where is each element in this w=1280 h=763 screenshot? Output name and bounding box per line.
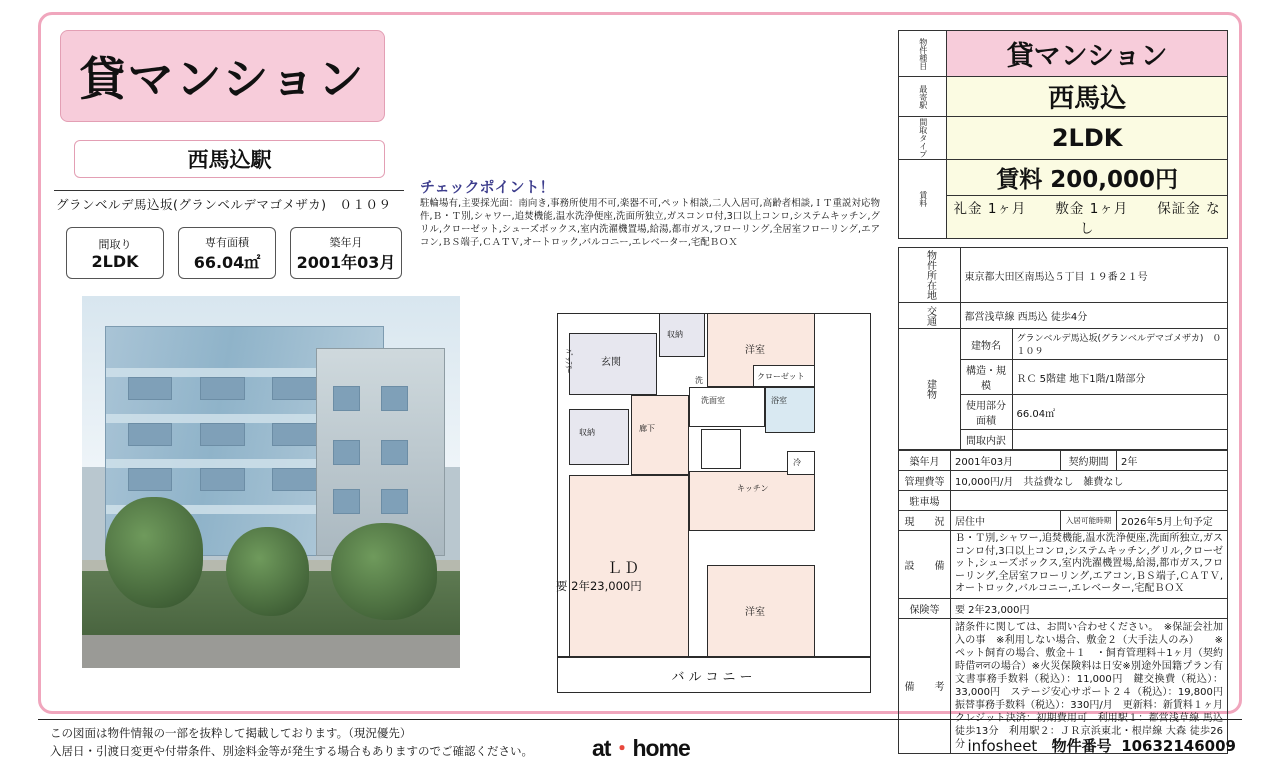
room-label-corridor: 廊下 [639, 424, 655, 433]
spec-layout-value: 2LDK [91, 251, 139, 271]
athome-dot: ・ [610, 735, 633, 761]
room-balcony [557, 657, 871, 693]
detail-row-parking [899, 491, 1228, 511]
spec-built-value: 2001年03月 [296, 252, 396, 272]
detail-table [898, 247, 1228, 450]
station-box [74, 140, 385, 178]
athome-brand2: home [632, 735, 690, 761]
detail-row-fee [899, 471, 1228, 491]
room-label-kitchen: キッチン [737, 484, 769, 493]
detail-value-contract: 2年 [1117, 451, 1228, 471]
table-row-layout [899, 117, 1228, 160]
property-number-label: 物件番号 [1051, 737, 1112, 755]
detail-label-layout-detail: 間取内訳 [960, 430, 1012, 450]
athome-brand: at [592, 735, 611, 761]
property-photo [82, 296, 460, 668]
detail-row-year [899, 451, 1228, 471]
detail-label-area: 使用部分面積 [960, 395, 1012, 430]
detail-row-remarks [899, 618, 1228, 753]
detail-value-address: 東京都大田区南馬込５丁目 １９番２１号 [960, 248, 1228, 303]
detail-label-remarks: 備 考 [899, 618, 951, 753]
row-value-type: 貸マンション [947, 31, 1228, 77]
detail-value-movein: 2026年5月上旬予定 [1117, 511, 1228, 531]
athome-logo [592, 730, 690, 763]
room-label-fridge: 冷 [793, 458, 801, 467]
floor-plan [548, 302, 880, 694]
table-row-type [899, 31, 1228, 77]
room-toilet [701, 429, 741, 469]
footer-infosheet [968, 735, 1236, 756]
detail-label-insurance: 保険等 [899, 598, 951, 618]
detail-row-access [899, 303, 1228, 329]
photo-road [82, 635, 460, 668]
detail-row-status [899, 511, 1228, 531]
detail-value-structure: ＲＣ 5階建 地下1階/1階部分 [1012, 360, 1228, 395]
spec-built-label: 築年月 [329, 235, 363, 249]
insurance-note: 要 2年23,000円 [556, 579, 642, 593]
detail-value-bname: グランベルデ馬込坂(グランベルデマゴメザカ) ０１０９ [1012, 329, 1228, 360]
row-value-layout: 2LDK [947, 117, 1228, 160]
row-label-type: 物件種目 [899, 31, 947, 77]
station-label: 西馬込駅 [187, 148, 272, 172]
summary-table [898, 30, 1228, 239]
detail-value-remarks: 諸条件に関しては、お問い合わせください。 ※保証会社加入の事 ※利用しない場合、敷金２（大手法人のみ） ※ペット飼育の場合、敷金＋１ ・飼育管理料＋1ヶ月（契約時借ললの場合）※火災保険料は日安※別途外国籍プラン有 文書事務手数料（税込）：11,000円 鍵交換費（税込）：33,000円 ステージ安心サポート２４（税込）：19,800円 振替事務手数料（税込）：330円/月 更新料：新賃料１ヶ月 クレジット決済：初期費用可 利用駅１：都営浅草線 馬込 徒歩13分 利用駅２：ＪＲ京浜東北・根岸線 大森 徒歩26分 [951, 618, 1228, 753]
detail-label-address: 物件所在地 [899, 248, 961, 303]
detail-label-fee: 管理費等 [899, 471, 951, 491]
spec-layout [66, 227, 164, 279]
room-label-storage-top: 収納 [667, 330, 683, 339]
detail-label-structure: 構造・規模 [960, 360, 1012, 395]
contract-table [898, 450, 1233, 754]
detail-value-layout-detail [1012, 430, 1228, 450]
room-fridge [787, 451, 815, 475]
detail-value-insurance: 要 2年23,000円 [951, 598, 1228, 618]
room-bath [765, 387, 815, 433]
detail-value-equipment: Ｂ・Ｔ別,シャワー,追焚機能,温水洗浄便座,洗面所独立,ガスコンロ付,3口以上コンロ,システムキッチン,グリル,クローゼット,シューズボックス,室内洗濯機置場,給湯,都市ガス,フローリング,全居室フローリング,エアコン,ＢＳ端子,ＣＡＴＶ,オートロック,バルコニー,エレベーター,宅配ＢＯＸ [951, 531, 1228, 599]
row-value-station: 西馬込 [947, 77, 1228, 117]
spec-row [66, 227, 402, 279]
spec-area-label: 専有面積 [205, 235, 249, 249]
room-label-closet: クローゼット [757, 372, 805, 381]
footer-note-line1: この図面は物件情報の一部を抜粋して掲載しております。（現況優先） [50, 726, 412, 740]
table-row-conditions [899, 196, 1228, 239]
photo-tree-right [331, 523, 437, 620]
spec-area [178, 227, 276, 279]
row-label-layout: 間取タイプ [899, 117, 947, 160]
detail-value-year: 2001年03月 [951, 451, 1061, 471]
room-kitchen [689, 471, 815, 531]
detail-label-bname: 建物名 [960, 329, 1012, 360]
detail-label-status: 現 況 [899, 511, 951, 531]
detail-value-area: 66.04㎡ [1012, 395, 1228, 430]
property-type-title [60, 30, 385, 122]
detail-label-year: 築年月 [899, 451, 951, 471]
row-label-station: 最寄駅 [899, 77, 947, 117]
room-label-ld: ＬＤ [607, 559, 642, 577]
detail-row-address [899, 248, 1228, 303]
room-label-bedroom-bottom: 洋室 [745, 607, 765, 618]
building-name: グランベルデ馬込坂(グランベルデマゴメザカ) ０１０９ [56, 197, 392, 212]
detail-label-parking: 駐車場 [899, 491, 951, 511]
room-label-washroom: 洗面室 [701, 396, 725, 405]
room-label-balcony: バルコニー [671, 669, 757, 685]
photo-tree-mid [226, 527, 309, 616]
room-label-sen: 洗 [695, 376, 703, 385]
room-label-storage-left: 収納 [579, 428, 595, 437]
checkpoint-body: 駐輪場有,主要採光面：南向き,事務所使用不可,楽器不可,ペット相談,二人入居可,高齢者相談,ＩＴ重説対応物件,Ｂ・Ｔ別,シャワー,追焚機能,温水洗浄便座,洗面所独立,ガスコンロ付,3口以上コンロ,システムキッチン,グリル,クローゼット,シューズボックス,室内洗濯機置場,給湯,都市ガス,フローリング,全居室フローリング,エアコン,ＢＳ端子,ＣＡＴＶ,オートロック,バルコニー,エレベーター,宅配ＢＯＸ [420, 198, 880, 248]
detail-label-access: 交通 [899, 303, 961, 329]
table-row-station [899, 77, 1228, 117]
detail-label-equipment: 設 備 [899, 531, 951, 599]
footer-note-line2: 入居日・引渡日変更や付帯条件、別途料金等が発生する場合もありますのでご確認ください。 [50, 743, 533, 758]
detail-label-building: 建物 [899, 329, 961, 450]
row-value-conditions: 礼金 1ヶ月 敷金 1ヶ月 保証金 なし [947, 196, 1228, 239]
table-row-rent [899, 160, 1228, 196]
detail-value-status: 居住中 [951, 511, 1061, 531]
spec-layout-label: 間取り [98, 237, 132, 251]
detail-row-insurance [899, 598, 1228, 618]
room-storage-left [569, 409, 629, 465]
room-label-bedroom-top: 洋室 [745, 345, 765, 356]
row-label-rent: 賃料 [899, 160, 947, 239]
footer-note [50, 725, 533, 761]
room-label-entrance: 玄関 [601, 357, 621, 368]
property-number-value: 10632146009 [1121, 737, 1236, 755]
footer-divider [38, 719, 1242, 720]
spec-built [290, 227, 402, 279]
detail-value-fee: 10,000円/月 共益費なし 雑費なし [951, 471, 1228, 491]
divider [54, 190, 404, 191]
checkpoint-title: チェックポイント！ [420, 178, 555, 196]
detail-value-parking [951, 491, 1228, 511]
row-value-rent: 賃料 200,000円 [947, 160, 1228, 196]
detail-value-access: 都営浅草線 西馬込 徒歩4分 [960, 303, 1228, 329]
infosheet-label: infosheet [967, 737, 1038, 755]
spec-area-value: 66.04㎡ [193, 252, 261, 272]
detail-label-contract: 契約期間 [1061, 451, 1117, 471]
room-corridor [631, 395, 689, 475]
detail-row-equipment [899, 531, 1228, 599]
room-label-bath: 浴室 [771, 396, 787, 405]
room-label-battery: ﾊﾞｯﾃﾘｰ [564, 349, 573, 373]
info-panel [898, 30, 1233, 754]
property-type-label: 貸マンション [79, 52, 366, 106]
detail-label-movein: 入居可能時期 [1061, 511, 1117, 531]
detail-row-building-name [899, 329, 1228, 360]
room-washroom [689, 387, 765, 427]
